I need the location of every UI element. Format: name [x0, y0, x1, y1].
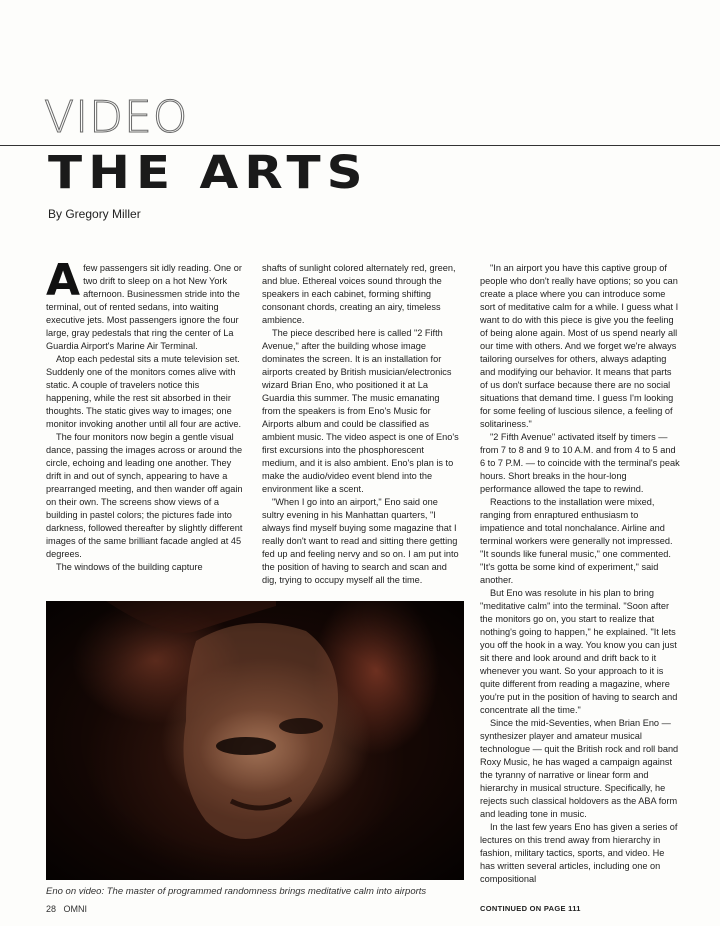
section-label: VIDEO	[44, 92, 189, 143]
paragraph: But Eno was resolute in his plan to bring "meditative calm" into the terminal. "Soon after the monitors go on, you start to realize that nothing's going to happen," he explained. "It lets you off the hook in a way. You know you can just sit there and look around and drift back to it whenever you want. So your approach to it is quite different from reading a magazine, where you're put in the position of having to search and concentrate all the time."	[480, 588, 678, 715]
article-column-2	[262, 262, 460, 584]
paragraph: In the last few years Eno has given a series of lectures on this trend away from hierarchy in fashion, military tactics, sports, and video. He has written several articles, including one on compositional	[480, 822, 678, 884]
paragraph: Since the mid-Seventies, when Brian Eno — synthesizer player and amateur musical technologue — quit the British rock and roll band Roxy Music, he has waged a campaign against the tyranny of narrative or linear form and hierarchy in musical structure. Specifically, he rejects such classical holdovers as the ABA form and leading tone in music.	[480, 718, 679, 819]
paragraph: Reactions to the installation were mixed, ranging from enraptured enthusiasm to impatience and total nonchalance. Airline and terminal workers were generally not impressed. "It sounds like funeral music," one commented. "It's gotta be some kind of experiment," said another.	[480, 497, 673, 585]
paragraph: "In an airport you have this captive group of people who don't really have options; so you can create a place where you can introduce some sort of meditative calm for a while. I guess what I want to do with this piece is give you the feeling of being alone again. Most of us spend nearly all our time with others. And we forget we're always tailoring ourselves for others, always adapting and modifying our behavior. It means that parts of us don't surface because there are no social situations that demand time. I guess I'm looking for some feeling of luscious silence, a feeling of solitariness."	[480, 263, 679, 429]
page-number: 28	[46, 904, 57, 914]
paragraph: shafts of sunlight colored alternately red, green, and blue. Ethereal voices sound through the speakers in each cabinet, forming shifting consonant chords, creating an airy, timeless ambience.	[262, 263, 456, 325]
eno-photo	[46, 601, 464, 880]
paragraph: The piece described here is called "2 Fifth Avenue," after the building whose image dominates the screen. It is an installation for airports created by British musician/electronics wizard Brian Eno, who positioned it at La Guardia this summer. The music emanating from the speakers is from Eno's Music for Airports album and could be classified as ambient music. The video aspect is one of Eno's first excursions into the phosphorescent medium, and it is also ambient. Eno's plan is to make the audio/video event blend into the environment like a scent.	[262, 328, 459, 494]
face-illustration	[46, 601, 464, 880]
page-title: THE ARTS	[48, 146, 369, 199]
paragraph: few passengers sit idly reading. One or two drift to sleep on a hot New York afternoon. Businessmen stride into the terminal, out of rented sedans, into waiting executive jets. Most passengers ignore the four large, gray pedestals that ring the center of La Guardia Airport's Marine Air Terminal.	[46, 263, 242, 351]
photo-caption: Eno on video: The master of programmed randomness brings meditative calm into airports	[46, 886, 427, 897]
continued-note: CONTINUED ON PAGE 111	[480, 904, 581, 913]
drop-cap: A	[46, 255, 81, 306]
byline: By Gregory Miller	[48, 207, 141, 221]
article-column-3	[480, 262, 680, 884]
paragraph: Atop each pedestal sits a mute television set. Suddenly one of the monitors comes alive with static. A couple of travelers notice this happening, while the rest sit absorbed in their thoughts. The static gives way to images; one monitor invoking another until all four are active.	[46, 354, 242, 429]
paragraph: The windows of the building capture	[56, 562, 203, 572]
paragraph: "When I go into an airport," Eno said one sultry evening in his Manhattan quarters, "I always find myself buying some magazine that I really don't want to read and sitting there getting fed up and feeling nervy and so on. I am put into the position of having to search and scan and dig, trying to occupy myself all the time.	[262, 497, 459, 585]
magazine-name: OMNI	[63, 904, 88, 914]
paragraph: "2 Fifth Avenue" activated itself by timers — from 7 to 8 and 9 to 10 A.M. and from 4 to 5 and 6 to 7 P.M. — to coincide with the terminal's peak hours. Short breaks in the hour-long performance allowed the tape to rewind.	[480, 432, 680, 494]
article-column-1	[46, 255, 244, 584]
paragraph: The four monitors now begin a gentle visual dance, passing the images across or around the circle, echoing and leading one another. They drift in and out of synch, appearing to have a prearranged meeting, and then wander off again on their own. The screens show views of a building in pastel colors; the pictures fade into darkness, followed thereafter by slightly different images of the same brilliant facade angled at 45 degrees.	[46, 432, 243, 559]
folio	[46, 904, 87, 914]
